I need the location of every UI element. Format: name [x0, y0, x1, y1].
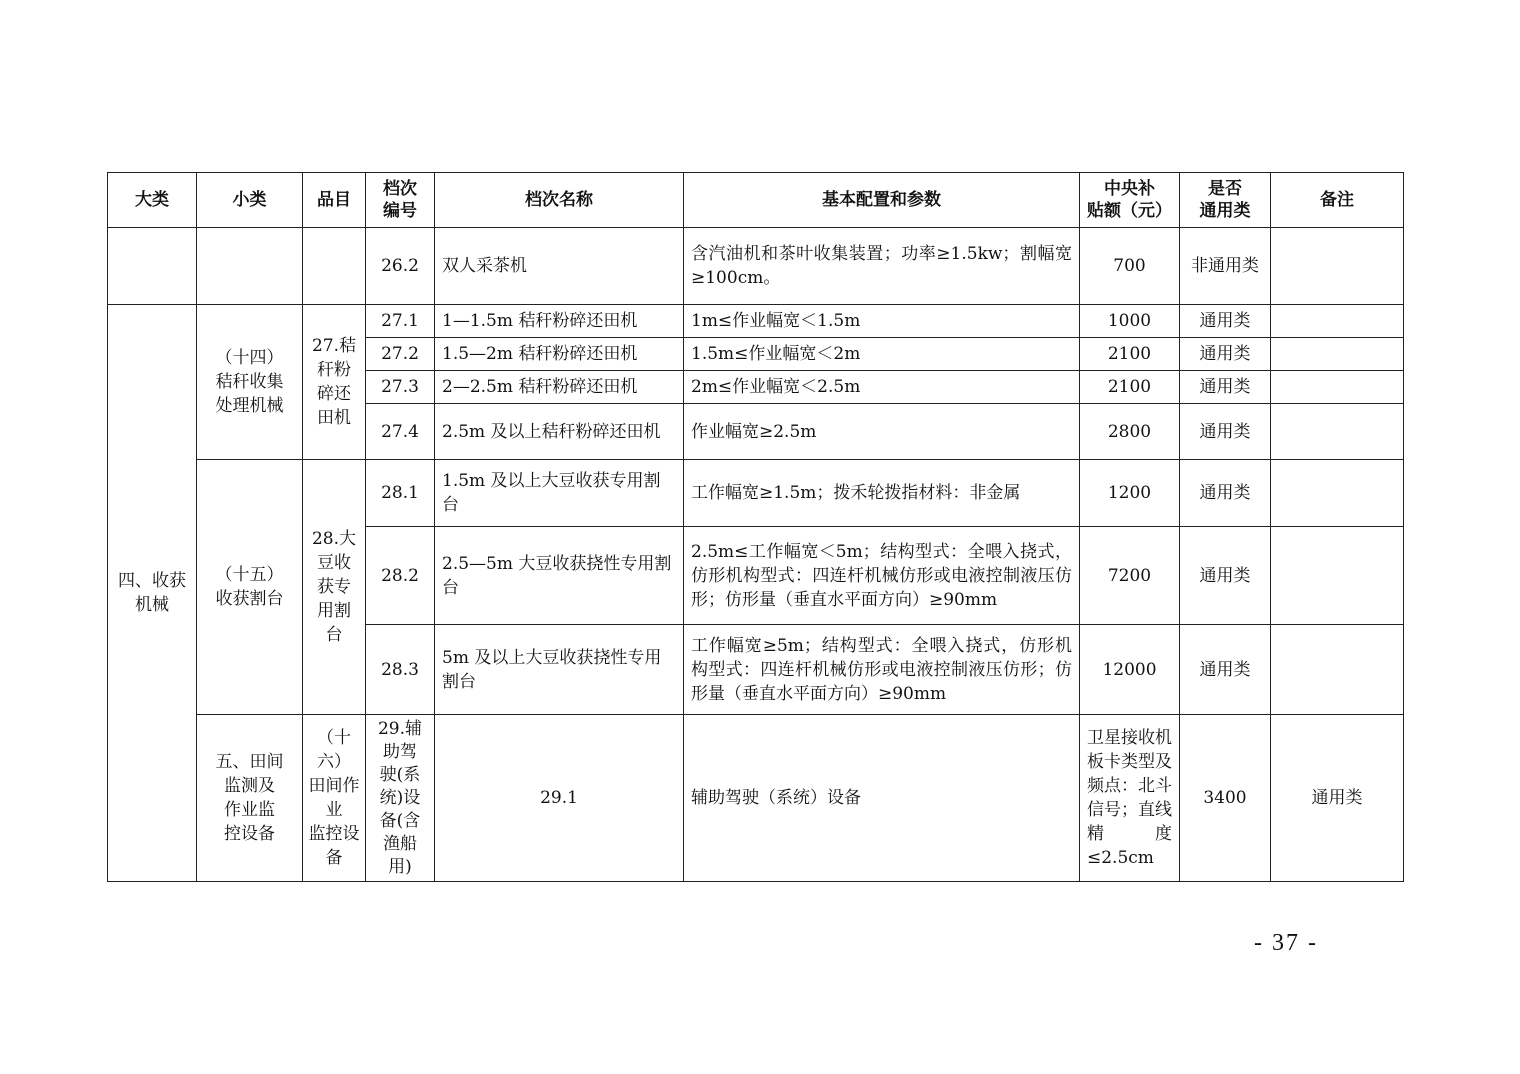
- remark-cell: [1271, 371, 1404, 404]
- subcategory-straw-processing: （十四） 秸秆收集 处理机械: [197, 305, 303, 460]
- remark-cell: [1271, 305, 1404, 338]
- remark-cell: [1271, 228, 1404, 305]
- header-subcategory: 小类: [197, 173, 303, 228]
- item-soybean-header: 28.大 豆收 获专 用割 台: [303, 460, 366, 715]
- config-params: 卫星接收机板卡类型及频点：北斗信号；直线精度≤2.5cm: [1080, 715, 1180, 882]
- subsidy-amount: 7200: [1080, 527, 1180, 625]
- subsidy-amount: 3400: [1180, 715, 1271, 882]
- grade-code: 26.2: [366, 228, 435, 305]
- subsidy-amount: 12000: [1080, 625, 1180, 715]
- grade-code: 27.2: [366, 338, 435, 371]
- header-config: 基本配置和参数: [684, 173, 1080, 228]
- general-type: 通用类: [1180, 305, 1271, 338]
- general-type: 通用类: [1180, 527, 1271, 625]
- grade-code: 28.1: [366, 460, 435, 527]
- item-straw-crusher: 27.秸 秆粉 碎还 田机: [303, 305, 366, 460]
- grade-code: 29.1: [435, 715, 684, 882]
- subsidy-amount: 700: [1080, 228, 1180, 305]
- general-type: 通用类: [1180, 371, 1271, 404]
- grade-code: 27.4: [366, 404, 435, 460]
- page-number: - 37 -: [1254, 930, 1318, 956]
- header-remark: 备注: [1271, 173, 1404, 228]
- remark-cell: [1271, 338, 1404, 371]
- remark-cell: [1271, 404, 1404, 460]
- subcategory-header-cutter: （十五） 收获割台: [197, 460, 303, 715]
- grade-code: 27.1: [366, 305, 435, 338]
- general-type: 通用类: [1180, 404, 1271, 460]
- grade-code: 28.2: [366, 527, 435, 625]
- config-params: 工作幅宽≥5m；结构型式：全喂入挠式，仿形机构型式：四连杆机械仿形或电液控制液压仿形；仿形量（垂直水平面方向）≥90mm: [684, 625, 1080, 715]
- config-params: 2.5m≤工作幅宽＜5m；结构型式：全喂入挠式，仿形机构型式：四连杆机械仿形或电液控制液压仿形；仿形量（垂直水平面方向）≥90mm: [684, 527, 1080, 625]
- general-type: 通用类: [1180, 460, 1271, 527]
- table-row: [108, 460, 1404, 527]
- subsidy-amount: 2800: [1080, 404, 1180, 460]
- category-field-monitoring: 五、田间 监测及 作业监 控设备: [197, 715, 303, 882]
- config-params: 含汽油机和茶叶收集装置；功率≥1.5kw；割幅宽≥100cm。: [684, 228, 1080, 305]
- general-type: 通用类: [1271, 715, 1404, 882]
- grade-name: 双人采茶机: [435, 228, 684, 305]
- header-row: [108, 173, 1404, 228]
- remark-cell: [1271, 527, 1404, 625]
- header-item: 品目: [303, 173, 366, 228]
- grade-name: 2—2.5m 秸秆粉碎还田机: [435, 371, 684, 404]
- grade-name: 1.5m 及以上大豆收获专用割台: [435, 460, 684, 527]
- general-type: 非通用类: [1180, 228, 1271, 305]
- grade-name: 1—1.5m 秸秆粉碎还田机: [435, 305, 684, 338]
- grade-name: 1.5—2m 秸秆粉碎还田机: [435, 338, 684, 371]
- grade-code: 28.3: [366, 625, 435, 715]
- header-subsidy: 中央补 贴额（元）: [1080, 173, 1180, 228]
- table-row: [108, 228, 1404, 305]
- category-harvest-machinery: 四、收获 机械: [108, 305, 197, 882]
- subsidy-table: [107, 172, 1404, 882]
- config-params: 2m≤作业幅宽＜2.5m: [684, 371, 1080, 404]
- grade-name: 2.5m 及以上秸秆粉碎还田机: [435, 404, 684, 460]
- subcategory-cell-empty: [197, 228, 303, 305]
- general-type: 通用类: [1180, 338, 1271, 371]
- item-cell-empty: [303, 228, 366, 305]
- subsidy-amount: 2100: [1080, 371, 1180, 404]
- subsidy-amount: 2100: [1080, 338, 1180, 371]
- table-row: [108, 305, 1404, 338]
- config-params: 工作幅宽≥1.5m；拨禾轮拨指材料：非金属: [684, 460, 1080, 527]
- header-grade-code: 档次 编号: [366, 173, 435, 228]
- item-assisted-driving: 29.辅 助驾 驶(系 统)设 备(含 渔船 用): [366, 715, 435, 882]
- remark-cell: [1271, 625, 1404, 715]
- grade-name: 5m 及以上大豆收获挠性专用割台: [435, 625, 684, 715]
- config-params: 作业幅宽≥2.5m: [684, 404, 1080, 460]
- config-params: 1.5m≤作业幅宽＜2m: [684, 338, 1080, 371]
- general-type: 通用类: [1180, 625, 1271, 715]
- config-params: 1m≤作业幅宽＜1.5m: [684, 305, 1080, 338]
- subsidy-amount: 1200: [1080, 460, 1180, 527]
- remark-cell: [1271, 460, 1404, 527]
- subsidy-amount: 1000: [1080, 305, 1180, 338]
- grade-name: 2.5—5m 大豆收获挠性专用割台: [435, 527, 684, 625]
- table-row: [108, 715, 1404, 882]
- subcategory-field-monitoring: （十六） 田间作业 监控设备: [303, 715, 366, 882]
- category-cell-empty: [108, 228, 197, 305]
- header-general: 是否 通用类: [1180, 173, 1271, 228]
- header-grade-name: 档次名称: [435, 173, 684, 228]
- grade-code: 27.3: [366, 371, 435, 404]
- grade-name: 辅助驾驶（系统）设备: [684, 715, 1080, 882]
- header-category: 大类: [108, 173, 197, 228]
